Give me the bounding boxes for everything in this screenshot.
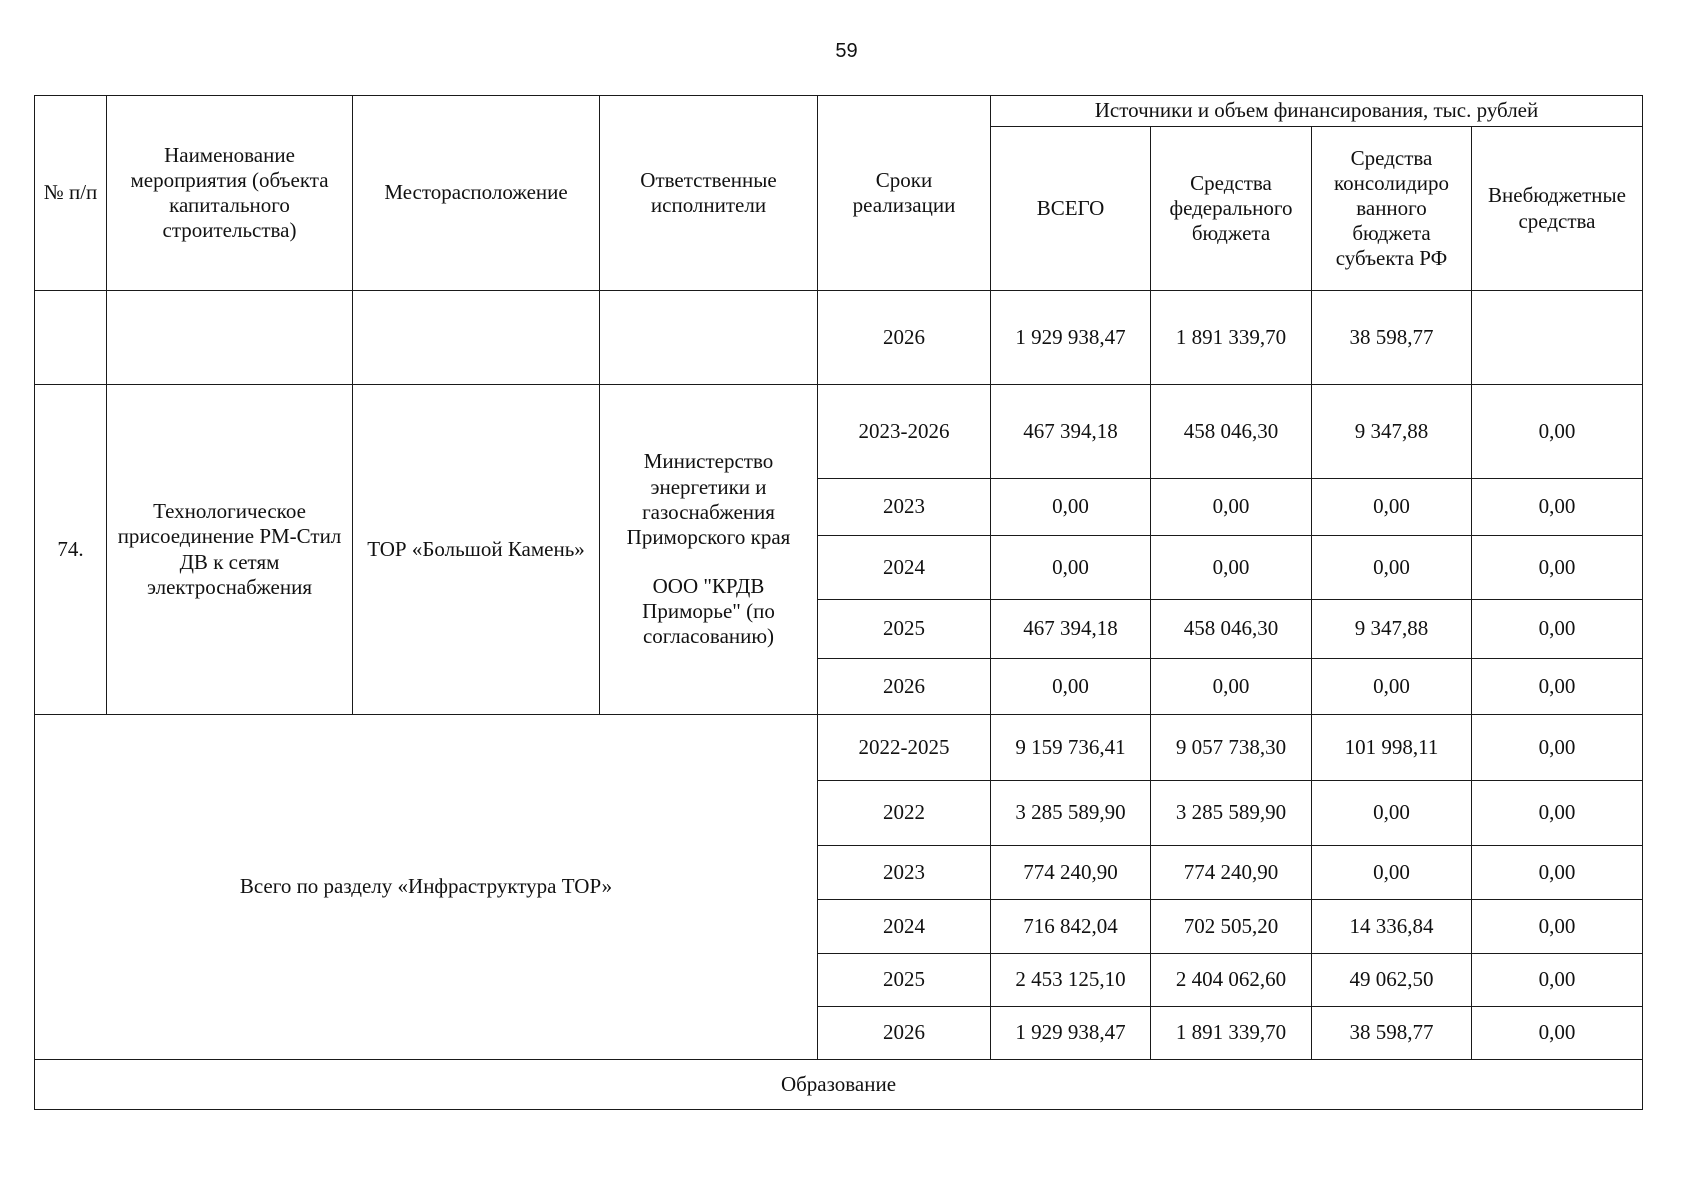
cell-year: 2023-2026 [818, 385, 991, 479]
item-number: 74. [35, 385, 107, 715]
cell-regional: 38 598,77 [1312, 291, 1472, 385]
cell-year: 2023 [818, 846, 991, 900]
cell-regional: 14 336,84 [1312, 900, 1472, 954]
col-header-name: Наименование мероприятия (объекта капитального строительства) [107, 96, 353, 291]
cell-regional: 0,00 [1312, 846, 1472, 900]
cell-total: 467 394,18 [991, 385, 1151, 479]
summary-label: Всего по разделу «Инфраструктура ТОР» [35, 715, 818, 1060]
cell-federal: 1 891 339,70 [1151, 1007, 1312, 1060]
cell-year: 2024 [818, 900, 991, 954]
cell-federal: 774 240,90 [1151, 846, 1312, 900]
cell-total: 716 842,04 [991, 900, 1151, 954]
item-name: Технологическое присоединение РМ-Стил ДВ к сетям электроснабжения [107, 385, 353, 715]
cell-year: 2026 [818, 659, 991, 715]
cell-extra: 0,00 [1472, 659, 1643, 715]
header-row-1 [35, 96, 1643, 127]
financing-table [34, 95, 1643, 1110]
cell-extra: 0,00 [1472, 1007, 1643, 1060]
cell-year: 2022 [818, 781, 991, 846]
cell-federal: 458 046,30 [1151, 600, 1312, 659]
cell-year: 2026 [818, 291, 991, 385]
cell-year: 2025 [818, 600, 991, 659]
cell-regional: 0,00 [1312, 659, 1472, 715]
col-header-location: Месторасположение [353, 96, 600, 291]
cell-empty [35, 291, 107, 385]
cell-federal: 3 285 589,90 [1151, 781, 1312, 846]
cell-federal: 0,00 [1151, 479, 1312, 536]
cell-regional: 0,00 [1312, 479, 1472, 536]
cell-extra: 0,00 [1472, 900, 1643, 954]
cell-total: 0,00 [991, 536, 1151, 600]
cell-empty [353, 291, 600, 385]
table-row-continued [35, 291, 1643, 385]
col-header-sources: Источники и объем финансирования, тыс. рублей [991, 96, 1643, 127]
cell-extra [1472, 291, 1643, 385]
cell-total: 2 453 125,10 [991, 954, 1151, 1007]
col-header-period: Сроки реализации [818, 96, 991, 291]
cell-empty [107, 291, 353, 385]
section-row [35, 1060, 1643, 1110]
cell-empty [600, 291, 818, 385]
cell-year: 2026 [818, 1007, 991, 1060]
col-header-responsible: Ответственные исполнители [600, 96, 818, 291]
cell-year: 2022-2025 [818, 715, 991, 781]
cell-regional: 9 347,88 [1312, 385, 1472, 479]
cell-regional: 0,00 [1312, 781, 1472, 846]
cell-federal: 0,00 [1151, 659, 1312, 715]
cell-total: 1 929 938,47 [991, 1007, 1151, 1060]
cell-extra: 0,00 [1472, 536, 1643, 600]
cell-year: 2025 [818, 954, 991, 1007]
cell-total: 774 240,90 [991, 846, 1151, 900]
cell-total: 467 394,18 [991, 600, 1151, 659]
cell-regional: 9 347,88 [1312, 600, 1472, 659]
section-title: Образование [35, 1060, 1643, 1110]
cell-extra: 0,00 [1472, 479, 1643, 536]
cell-federal: 458 046,30 [1151, 385, 1312, 479]
cell-total: 9 159 736,41 [991, 715, 1151, 781]
cell-total: 1 929 938,47 [991, 291, 1151, 385]
cell-federal: 9 057 738,30 [1151, 715, 1312, 781]
cell-federal: 2 404 062,60 [1151, 954, 1312, 1007]
cell-regional: 0,00 [1312, 536, 1472, 600]
item-location: ТОР «Большой Камень» [353, 385, 600, 715]
page-number: 59 [835, 40, 858, 62]
cell-total: 3 285 589,90 [991, 781, 1151, 846]
item-responsible [600, 385, 818, 715]
cell-regional: 49 062,50 [1312, 954, 1472, 1007]
cell-total: 0,00 [991, 479, 1151, 536]
cell-extra: 0,00 [1472, 781, 1643, 846]
cell-federal: 702 505,20 [1151, 900, 1312, 954]
table-row-summary-total [35, 715, 1643, 781]
col-header-regional: Средства консолидиро ванного бюджета субъекта РФ [1312, 127, 1472, 291]
cell-extra: 0,00 [1472, 715, 1643, 781]
cell-year: 2024 [818, 536, 991, 600]
col-header-federal: Средства федерального бюджета [1151, 127, 1312, 291]
cell-total: 0,00 [991, 659, 1151, 715]
col-header-num: № п/п [35, 96, 107, 291]
table-row-74-total [35, 385, 1643, 479]
cell-federal: 0,00 [1151, 536, 1312, 600]
cell-extra: 0,00 [1472, 385, 1643, 479]
col-header-total: ВСЕГО [991, 127, 1151, 291]
cell-federal: 1 891 339,70 [1151, 291, 1312, 385]
cell-extra: 0,00 [1472, 600, 1643, 659]
cell-extra: 0,00 [1472, 954, 1643, 1007]
cell-regional: 101 998,11 [1312, 715, 1472, 781]
responsible-krdv: ООО "КРДВ Приморье" (по согласованию) [642, 574, 775, 649]
cell-regional: 38 598,77 [1312, 1007, 1472, 1060]
cell-extra: 0,00 [1472, 846, 1643, 900]
cell-year: 2023 [818, 479, 991, 536]
col-header-extra: Внебюджетные средства [1472, 127, 1643, 291]
responsible-ministry: Министерство энергетики и газоснабжения Приморского края [626, 449, 791, 549]
